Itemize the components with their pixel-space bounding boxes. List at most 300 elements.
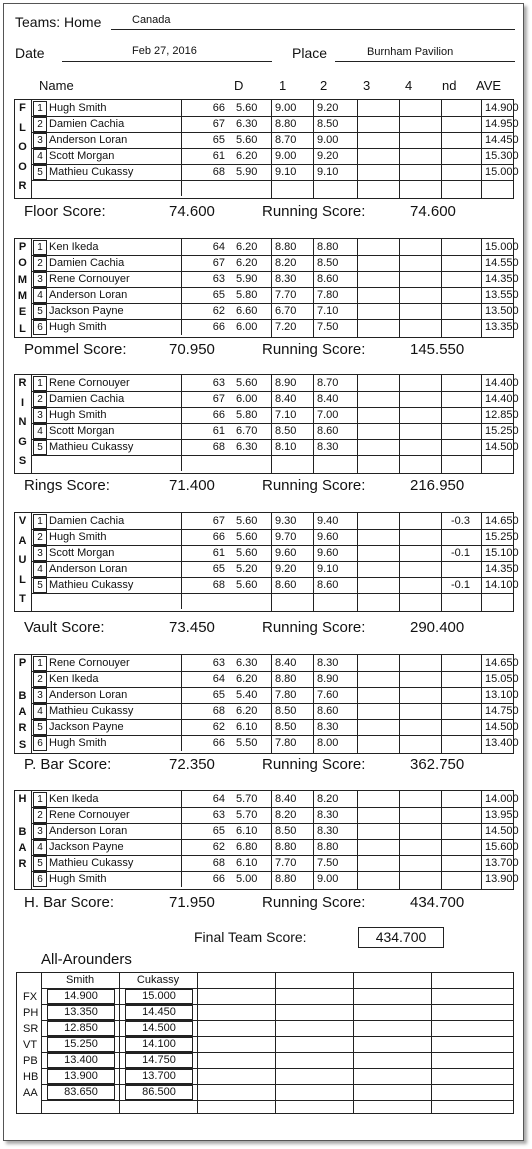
gymnast-age: 65 bbox=[212, 689, 225, 701]
score-1 bbox=[275, 593, 315, 609]
event-letter: U bbox=[18, 554, 27, 567]
score-1 bbox=[275, 455, 315, 471]
score-2: 8.30 bbox=[317, 825, 339, 837]
event-letters bbox=[15, 513, 32, 611]
aa-row-label: AA bbox=[23, 1087, 38, 1099]
d-score: 6.10 bbox=[236, 721, 258, 733]
score-2: 8.30 bbox=[317, 721, 339, 733]
score-2: 9.40 bbox=[317, 515, 339, 527]
score-2 bbox=[317, 593, 359, 609]
nd-deduction bbox=[451, 671, 489, 687]
row-divider bbox=[41, 1100, 513, 1101]
event-letter: P bbox=[18, 657, 27, 669]
gymnast-age: 62 bbox=[212, 841, 225, 853]
nd-deduction bbox=[451, 287, 489, 303]
place-label: Place bbox=[292, 45, 328, 61]
nd-deduction: -0.3 bbox=[451, 515, 470, 527]
row-number: 6 bbox=[33, 320, 47, 335]
aa-row-label: FX bbox=[23, 991, 38, 1003]
gymnast-age: 61 bbox=[212, 547, 225, 559]
row-number: 2 bbox=[33, 530, 47, 545]
score-1: 8.80 bbox=[275, 841, 297, 853]
average-score: 15.600 bbox=[485, 841, 519, 853]
average-score: 14.650 bbox=[485, 515, 519, 527]
gymnast-age: 64 bbox=[212, 241, 225, 253]
event-score-label: H. Bar Score: bbox=[24, 894, 115, 911]
running-score-label: Running Score: bbox=[262, 203, 366, 220]
running-score-value: 216.950 bbox=[410, 477, 465, 494]
gymnast-name: Mathieu Cukassy bbox=[47, 439, 182, 455]
average-score: 14.900 bbox=[485, 102, 519, 114]
teams-label: Teams: Home bbox=[15, 14, 102, 30]
average-score bbox=[485, 180, 523, 196]
table-row bbox=[31, 407, 519, 424]
table-row bbox=[31, 839, 519, 856]
table-row bbox=[31, 375, 519, 392]
gymnast-age: 63 bbox=[212, 657, 225, 669]
table-row bbox=[31, 423, 519, 440]
all-around-table bbox=[16, 972, 514, 1114]
gymnast-name: Scott Morgan bbox=[47, 148, 182, 164]
d-score: 5.60 bbox=[236, 102, 258, 114]
d-score: 5.60 bbox=[236, 377, 258, 389]
table-row bbox=[31, 855, 519, 872]
final-score-label: Final Team Score: bbox=[194, 929, 307, 945]
average-score: 14.100 bbox=[485, 579, 519, 591]
score-2: 8.40 bbox=[317, 393, 339, 405]
score-2 bbox=[317, 455, 359, 471]
score-1: 9.00 bbox=[275, 150, 297, 162]
table-row bbox=[31, 545, 519, 562]
score-2: 7.80 bbox=[317, 289, 339, 301]
score-1: 8.50 bbox=[275, 825, 297, 837]
average-score: 14.000 bbox=[485, 793, 519, 805]
gymnast-name: Scott Morgan bbox=[47, 423, 182, 439]
event-score-label: Rings Score: bbox=[24, 477, 110, 494]
gymnast-age: 65 bbox=[212, 825, 225, 837]
gymnast-age: 68 bbox=[212, 579, 225, 591]
aa-score: 14.100 bbox=[125, 1037, 193, 1052]
score-1: 9.30 bbox=[275, 515, 297, 527]
d-score: 6.10 bbox=[236, 825, 258, 837]
nd-deduction: -0.1 bbox=[451, 547, 470, 559]
gymnast-name: Damien Cachia bbox=[47, 255, 182, 271]
event-table-floor bbox=[14, 99, 519, 199]
d-score: 6.30 bbox=[236, 441, 258, 453]
d-score: 5.70 bbox=[236, 809, 258, 821]
gymnast-age: 67 bbox=[212, 257, 225, 269]
table-row bbox=[31, 529, 519, 546]
aa-score: 14.500 bbox=[125, 1021, 193, 1036]
row-number: 3 bbox=[33, 133, 47, 148]
table-row bbox=[31, 671, 519, 688]
nd-deduction bbox=[451, 855, 489, 871]
gymnast-age: 66 bbox=[212, 409, 225, 421]
score-2: 8.80 bbox=[317, 241, 339, 253]
col-name: Name bbox=[39, 78, 74, 93]
event-score-label: Vault Score: bbox=[24, 619, 105, 636]
gymnast-name: Hugh Smith bbox=[47, 529, 182, 545]
table-row bbox=[31, 271, 519, 288]
nd-deduction bbox=[451, 791, 489, 807]
average-score: 13.700 bbox=[485, 857, 519, 869]
event-letter: P bbox=[18, 241, 27, 253]
row-number: 3 bbox=[33, 408, 47, 423]
score-1: 9.20 bbox=[275, 563, 297, 575]
table-row bbox=[31, 180, 513, 196]
gymnast-name: Anderson Loran bbox=[47, 132, 182, 148]
nd-deduction bbox=[451, 319, 489, 335]
running-score-value: 434.700 bbox=[410, 894, 465, 911]
nd-deduction bbox=[451, 655, 489, 671]
col-d: D bbox=[234, 78, 244, 93]
nd-deduction bbox=[451, 455, 489, 471]
event-letter: O bbox=[18, 160, 27, 173]
event-letter: A bbox=[18, 534, 27, 547]
average-score: 14.450 bbox=[485, 134, 519, 146]
row-number: 3 bbox=[33, 688, 47, 703]
gymnast-name: Scott Morgan bbox=[47, 545, 182, 561]
aa-score: 83.650 bbox=[47, 1085, 115, 1100]
event-letter: H bbox=[18, 793, 27, 805]
row-number: 6 bbox=[33, 736, 47, 751]
column-divider bbox=[197, 973, 198, 1113]
row-number: 4 bbox=[33, 840, 47, 855]
row-number: 1 bbox=[33, 240, 47, 255]
running-score-value: 145.550 bbox=[410, 341, 465, 358]
event-letter: M bbox=[17, 273, 28, 286]
score-1: 8.80 bbox=[275, 241, 297, 253]
event-letter: R bbox=[18, 858, 27, 871]
event-table-vault bbox=[14, 512, 519, 612]
row-number: 5 bbox=[33, 165, 47, 180]
table-row bbox=[31, 791, 519, 808]
d-score: 5.90 bbox=[236, 273, 258, 285]
score-1: 8.10 bbox=[275, 441, 297, 453]
d-score bbox=[236, 180, 274, 196]
score-1 bbox=[275, 180, 315, 196]
score-1: 9.60 bbox=[275, 547, 297, 559]
event-score-value: 74.600 bbox=[169, 203, 215, 220]
nd-deduction bbox=[451, 271, 489, 287]
score-1: 8.80 bbox=[275, 118, 297, 130]
col-4: 4 bbox=[405, 78, 413, 93]
event-letter: F bbox=[19, 102, 26, 114]
event-letter: A bbox=[18, 706, 27, 718]
event-letter: B bbox=[18, 825, 27, 838]
average-score: 14.500 bbox=[485, 721, 519, 733]
gymnast-name: Mathieu Cukassy bbox=[47, 703, 182, 719]
col-nd: nd bbox=[442, 78, 457, 93]
table-row bbox=[31, 255, 519, 272]
all-arounders-title: All-Arounders bbox=[41, 951, 132, 968]
nd-deduction bbox=[451, 255, 489, 271]
row-number: 3 bbox=[33, 824, 47, 839]
table-row bbox=[31, 871, 519, 887]
gymnast-age bbox=[179, 455, 227, 471]
event-letters bbox=[15, 100, 32, 198]
d-score: 5.60 bbox=[236, 547, 258, 559]
average-score: 13.100 bbox=[485, 689, 519, 701]
row-number: 5 bbox=[33, 720, 47, 735]
nd-deduction bbox=[451, 807, 489, 823]
table-row bbox=[31, 703, 519, 720]
nd-deduction bbox=[451, 871, 489, 887]
score-1: 8.40 bbox=[275, 793, 297, 805]
event-letter: N bbox=[18, 416, 27, 429]
event-score-value: 73.450 bbox=[169, 619, 215, 636]
event-letter: S bbox=[18, 455, 27, 468]
nd-deduction: -0.1 bbox=[451, 579, 470, 591]
score-1: 7.80 bbox=[275, 737, 297, 749]
gymnast-age: 66 bbox=[212, 531, 225, 543]
aa-score: 14.900 bbox=[47, 989, 115, 1004]
average-score: 13.550 bbox=[485, 289, 519, 301]
gymnast-age: 67 bbox=[212, 118, 225, 130]
aa-score: 86.500 bbox=[125, 1085, 193, 1100]
running-score-label: Running Score: bbox=[262, 894, 366, 911]
column-divider bbox=[431, 973, 432, 1113]
score-2: 8.50 bbox=[317, 257, 339, 269]
average-score: 14.650 bbox=[485, 657, 519, 669]
gymnast-age: 63 bbox=[212, 809, 225, 821]
score-1: 7.80 bbox=[275, 689, 297, 701]
table-row bbox=[31, 439, 519, 456]
event-score-label: Pommel Score: bbox=[24, 341, 127, 358]
average-score: 15.100 bbox=[485, 547, 519, 559]
table-row bbox=[31, 719, 519, 736]
gymnast-age: 64 bbox=[212, 793, 225, 805]
aa-row-label: HB bbox=[23, 1071, 39, 1083]
row-number: 6 bbox=[33, 872, 47, 887]
event-letter: R bbox=[18, 377, 27, 389]
average-score: 14.950 bbox=[485, 118, 519, 130]
event-letter: O bbox=[18, 141, 27, 154]
aa-row-label: SR bbox=[23, 1023, 39, 1035]
aa-header: Smith bbox=[65, 974, 95, 986]
average-score: 13.350 bbox=[485, 321, 519, 333]
score-2: 9.20 bbox=[317, 150, 339, 162]
nd-deduction bbox=[451, 375, 489, 391]
gymnast-name: Ken Ikeda bbox=[47, 239, 182, 255]
col-ave: AVE bbox=[476, 78, 502, 93]
event-letter: S bbox=[18, 738, 27, 751]
score-2: 7.50 bbox=[317, 857, 339, 869]
event-letter: T bbox=[19, 593, 26, 606]
table-row bbox=[31, 100, 519, 117]
average-score: 14.500 bbox=[485, 825, 519, 837]
event-table-pommel bbox=[14, 238, 519, 338]
average-score: 15.250 bbox=[485, 531, 519, 543]
score-1: 8.50 bbox=[275, 425, 297, 437]
nd-deduction bbox=[451, 239, 489, 255]
score-2: 9.00 bbox=[317, 873, 339, 885]
score-2: 8.00 bbox=[317, 737, 339, 749]
score-1: 8.50 bbox=[275, 721, 297, 733]
event-letters bbox=[15, 791, 32, 889]
d-score: 5.80 bbox=[236, 289, 258, 301]
table-row bbox=[31, 593, 513, 609]
gymnast-age: 66 bbox=[212, 321, 225, 333]
event-score-label: P. Bar Score: bbox=[24, 756, 112, 773]
d-score: 6.30 bbox=[236, 118, 258, 130]
score-2: 8.80 bbox=[317, 841, 339, 853]
event-score-value: 72.350 bbox=[169, 756, 215, 773]
event-letters bbox=[15, 239, 32, 337]
gymnast-age: 68 bbox=[212, 705, 225, 717]
column-divider bbox=[41, 973, 42, 1113]
score-2: 8.70 bbox=[317, 377, 339, 389]
table-row bbox=[31, 823, 519, 840]
nd-deduction bbox=[451, 116, 489, 132]
score-1: 8.40 bbox=[275, 393, 297, 405]
score-2: 8.30 bbox=[317, 657, 339, 669]
gymnast-age bbox=[179, 180, 227, 196]
score-1: 8.70 bbox=[275, 134, 297, 146]
average-score bbox=[485, 593, 523, 609]
gymnast-name: Mathieu Cukassy bbox=[47, 855, 182, 871]
score-1: 8.80 bbox=[275, 673, 297, 685]
gymnast-age: 65 bbox=[212, 289, 225, 301]
col-1: 1 bbox=[279, 78, 287, 93]
event-score-label: Floor Score: bbox=[24, 203, 106, 220]
row-number: 4 bbox=[33, 288, 47, 303]
score-1: 8.90 bbox=[275, 377, 297, 389]
row-number: 5 bbox=[33, 440, 47, 455]
row-number: 4 bbox=[33, 704, 47, 719]
gymnast-name: Mathieu Cukassy bbox=[47, 164, 182, 180]
event-letter: V bbox=[18, 515, 27, 527]
nd-deduction bbox=[451, 687, 489, 703]
event-letters bbox=[15, 655, 32, 753]
average-score: 14.400 bbox=[485, 393, 519, 405]
table-row bbox=[31, 513, 519, 530]
gymnast-name: Rene Cornouyer bbox=[47, 375, 182, 391]
score-1: 7.20 bbox=[275, 321, 297, 333]
event-table-rings bbox=[14, 374, 519, 474]
running-score-value: 74.600 bbox=[410, 203, 456, 220]
score-1: 8.20 bbox=[275, 809, 297, 821]
nd-deduction bbox=[451, 439, 489, 455]
running-score-value: 290.400 bbox=[410, 619, 465, 636]
score-2: 8.60 bbox=[317, 705, 339, 717]
place-value: Burnham Pavilion bbox=[367, 46, 454, 58]
average-score: 15.000 bbox=[485, 166, 519, 178]
score-2: 8.20 bbox=[317, 793, 339, 805]
event-letter: R bbox=[18, 722, 27, 735]
nd-deduction bbox=[451, 719, 489, 735]
score-1: 8.20 bbox=[275, 257, 297, 269]
table-row bbox=[31, 319, 519, 335]
d-score: 5.90 bbox=[236, 166, 258, 178]
gymnast-age: 68 bbox=[212, 857, 225, 869]
score-2: 8.60 bbox=[317, 425, 339, 437]
average-score: 14.400 bbox=[485, 377, 519, 389]
d-score: 6.20 bbox=[236, 673, 258, 685]
average-score: 14.550 bbox=[485, 257, 519, 269]
gymnast-name: Hugh Smith bbox=[47, 407, 182, 423]
running-score-label: Running Score: bbox=[262, 477, 366, 494]
column-divider bbox=[353, 973, 354, 1113]
row-number: 2 bbox=[33, 392, 47, 407]
score-1: 8.40 bbox=[275, 657, 297, 669]
event-letter: A bbox=[18, 842, 27, 854]
row-number: 2 bbox=[33, 117, 47, 132]
event-letters bbox=[15, 375, 32, 473]
average-score: 14.350 bbox=[485, 563, 519, 575]
score-1: 9.70 bbox=[275, 531, 297, 543]
score-1: 9.00 bbox=[275, 102, 297, 114]
d-score: 6.20 bbox=[236, 150, 258, 162]
running-score-value: 362.750 bbox=[410, 756, 465, 773]
final-score-value: 434.700 bbox=[358, 927, 444, 948]
date-label: Date bbox=[15, 45, 45, 61]
score-1: 8.60 bbox=[275, 579, 297, 591]
d-score: 5.40 bbox=[236, 689, 258, 701]
d-score: 6.80 bbox=[236, 841, 258, 853]
score-2: 8.30 bbox=[317, 441, 339, 453]
event-letter: L bbox=[19, 121, 26, 134]
aa-score: 15.250 bbox=[47, 1037, 115, 1052]
gymnast-age: 63 bbox=[212, 273, 225, 285]
table-row bbox=[31, 391, 519, 408]
date-underline bbox=[62, 61, 272, 62]
col-3: 3 bbox=[363, 78, 371, 93]
aa-score: 14.750 bbox=[125, 1053, 193, 1068]
gymnast-age: 67 bbox=[212, 515, 225, 527]
row-number: 5 bbox=[33, 578, 47, 593]
d-score: 6.30 bbox=[236, 657, 258, 669]
gymnast-age: 66 bbox=[212, 873, 225, 885]
event-table-pbars bbox=[14, 654, 519, 754]
running-score-label: Running Score: bbox=[262, 341, 366, 358]
table-row bbox=[31, 239, 519, 256]
table-row bbox=[31, 148, 519, 165]
d-score: 5.60 bbox=[236, 531, 258, 543]
team-underline bbox=[111, 29, 515, 30]
score-2: 7.10 bbox=[317, 305, 339, 317]
score-1: 9.10 bbox=[275, 166, 297, 178]
gymnast-age: 65 bbox=[212, 134, 225, 146]
nd-deduction bbox=[451, 823, 489, 839]
score-1: 8.50 bbox=[275, 705, 297, 717]
date-value: Feb 27, 2016 bbox=[132, 45, 197, 57]
row-number: 4 bbox=[33, 424, 47, 439]
table-row bbox=[31, 687, 519, 704]
d-score: 6.70 bbox=[236, 425, 258, 437]
table-row bbox=[31, 164, 519, 181]
gymnast-name: Hugh Smith bbox=[47, 735, 182, 751]
d-score: 6.00 bbox=[236, 321, 258, 333]
row-number: 1 bbox=[33, 376, 47, 391]
gymnast-name: Damien Cachia bbox=[47, 391, 182, 407]
average-score: 14.750 bbox=[485, 705, 519, 717]
nd-deduction bbox=[451, 735, 489, 751]
aa-score: 13.350 bbox=[47, 1005, 115, 1020]
aa-header: Cukassy bbox=[136, 974, 180, 986]
average-score: 14.350 bbox=[485, 273, 519, 285]
gymnast-name: Rene Cornouyer bbox=[47, 655, 182, 671]
score-2: 8.30 bbox=[317, 809, 339, 821]
score-2: 9.10 bbox=[317, 563, 339, 575]
gymnast-name bbox=[47, 180, 182, 196]
gymnast-name: Jackson Payne bbox=[47, 719, 182, 735]
event-score-value: 71.950 bbox=[169, 894, 215, 911]
gymnast-name: Anderson Loran bbox=[47, 561, 182, 577]
score-2: 7.60 bbox=[317, 689, 339, 701]
row-number: 3 bbox=[33, 546, 47, 561]
gymnast-age: 68 bbox=[212, 441, 225, 453]
